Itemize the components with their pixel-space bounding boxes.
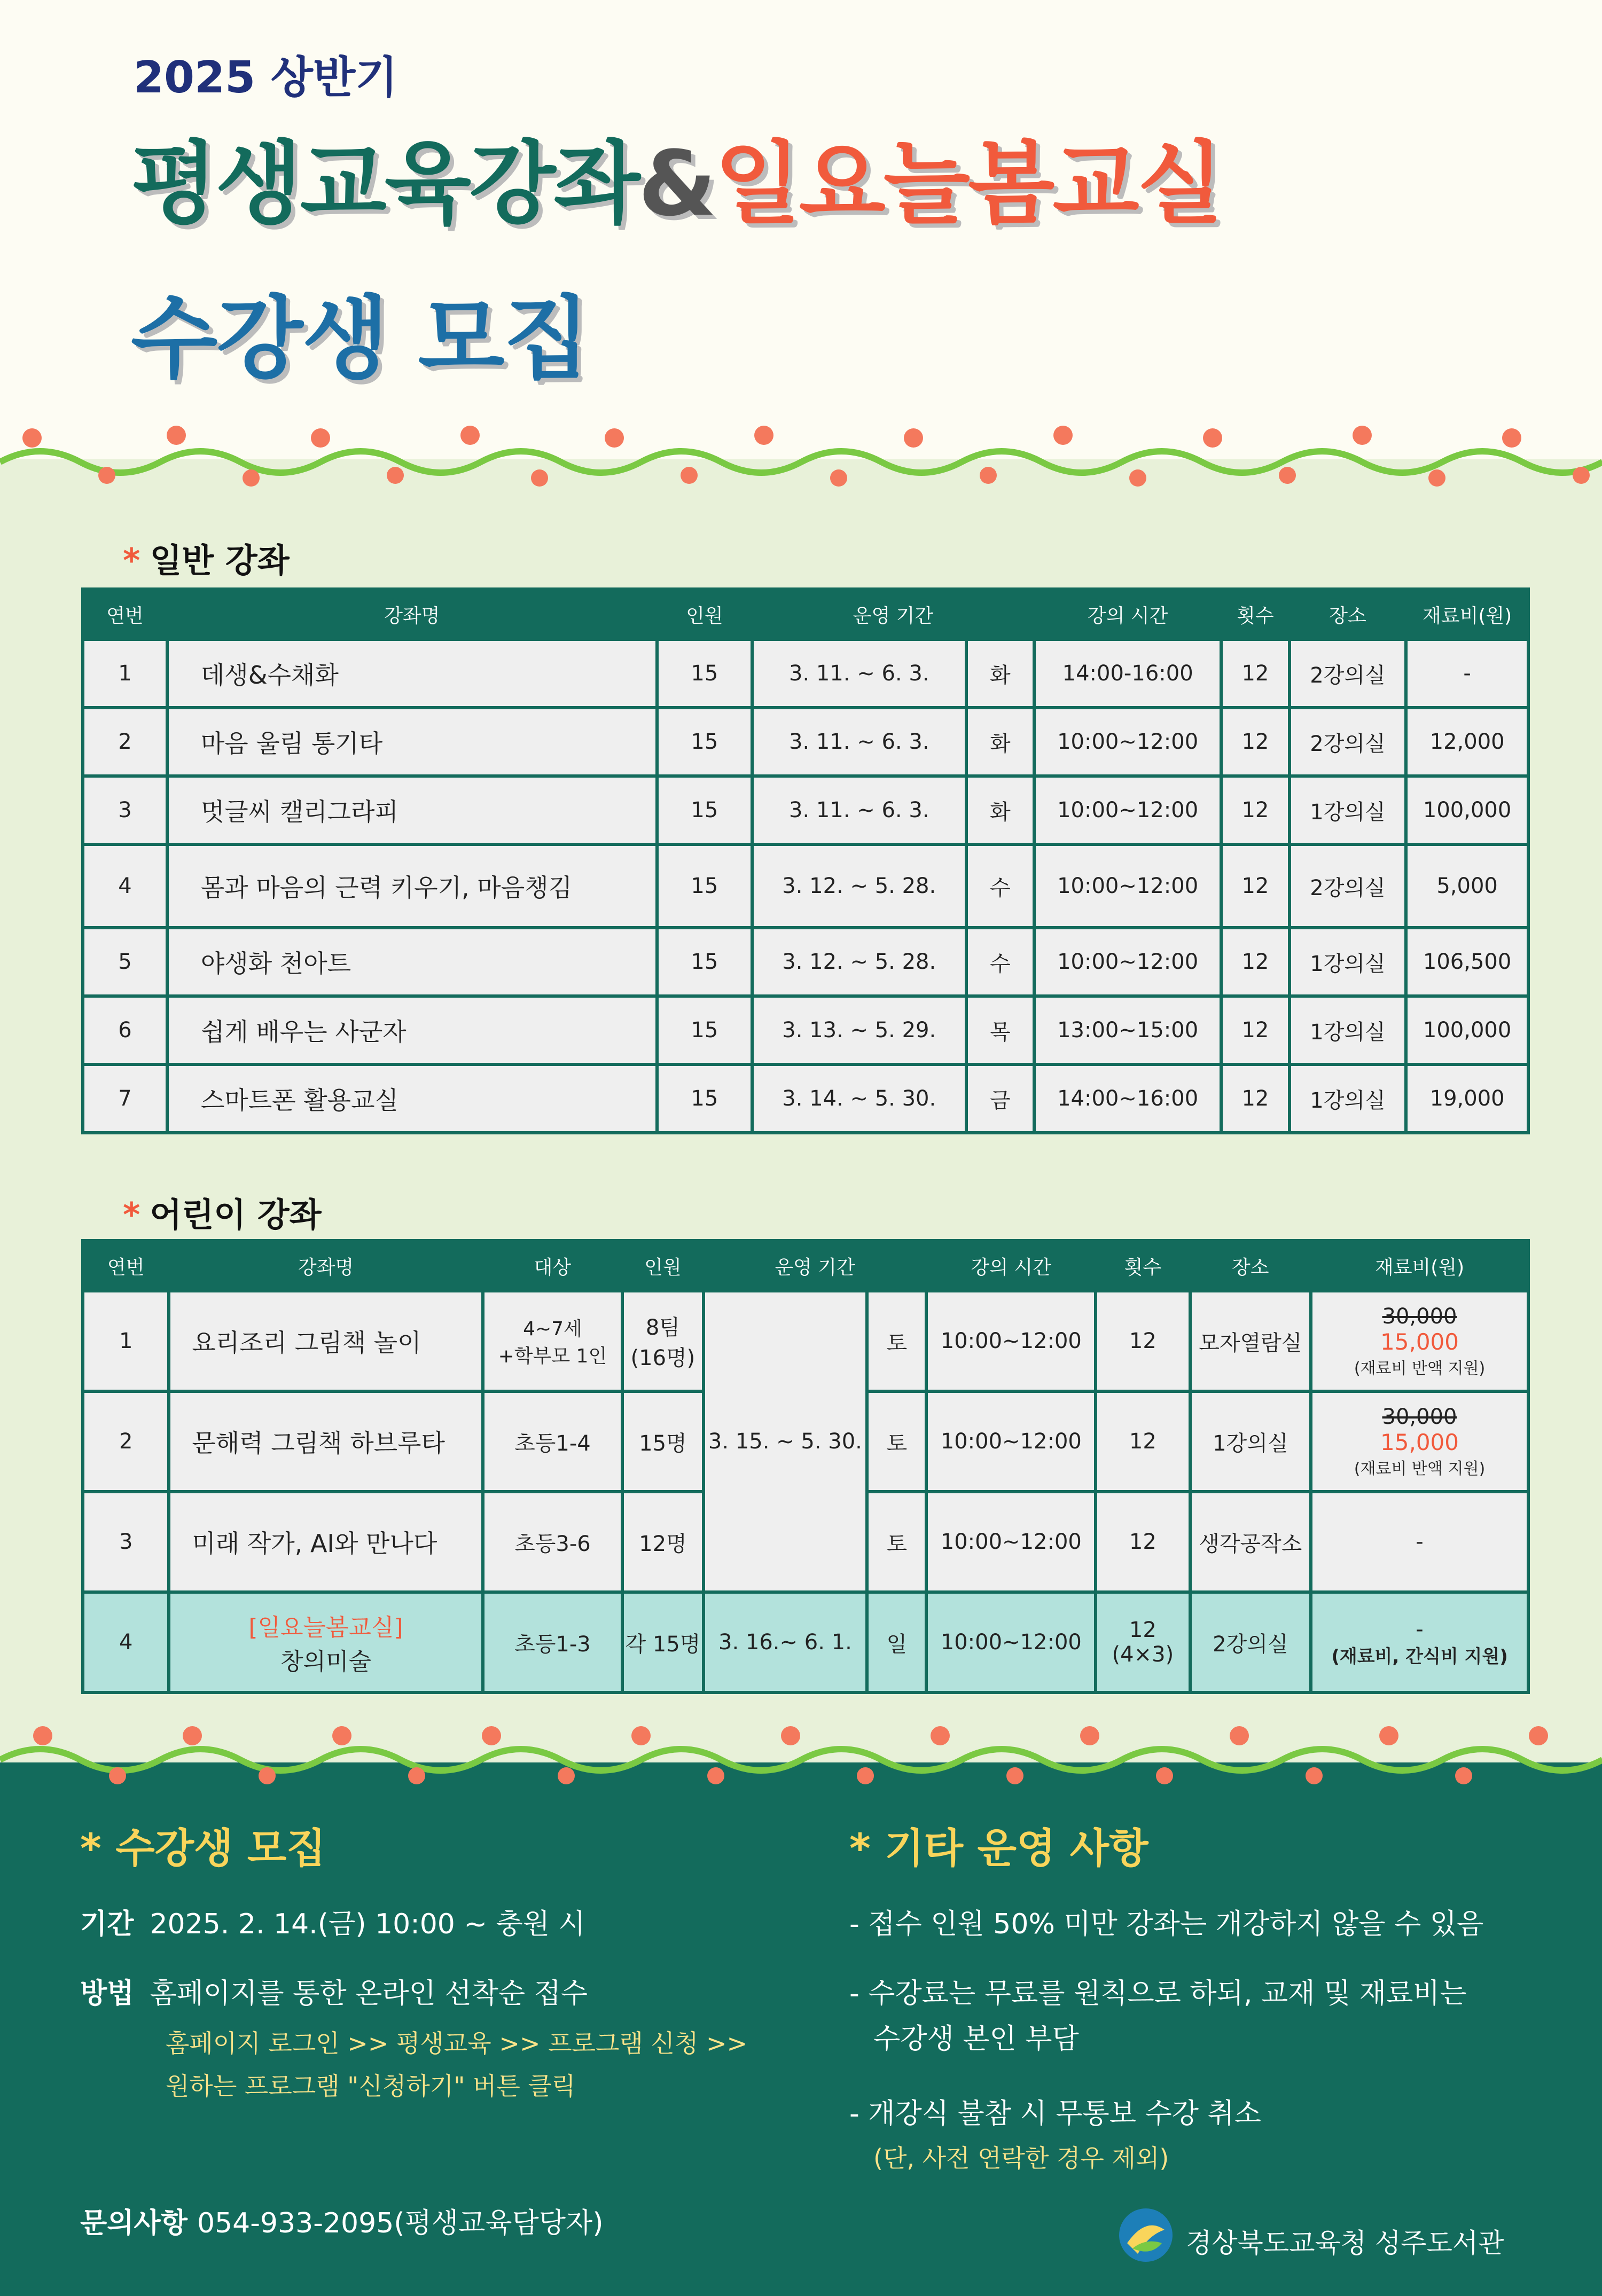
cell-place: 1강의실: [1291, 1066, 1405, 1131]
flower-vine-decoration: [0, 417, 1602, 491]
title-part1: 평생교육강좌: [131, 131, 638, 236]
cell-name: [170, 1594, 481, 1691]
cell-fee: [1312, 1594, 1527, 1691]
recruit-method: [80, 1971, 588, 2011]
cell-count: 12: [1097, 1493, 1188, 1590]
cell-no: 6: [84, 998, 166, 1063]
table-row: [84, 929, 1527, 994]
cell-capacity: 15: [659, 929, 751, 994]
cell-capacity: 각 15명: [624, 1594, 701, 1691]
cell-period: 3. 16.~ 6. 1.: [705, 1594, 866, 1691]
cell-no: 4: [84, 846, 166, 926]
main-title: [131, 112, 1222, 241]
cell-place: 1강의실: [1291, 998, 1405, 1063]
year-label: 2025 상반기: [134, 52, 398, 103]
method-detail: 홈페이지 로그인 >> 평생교육 >> 프로그램 신청 >>: [166, 2029, 748, 2058]
fee-old: 30,000: [1382, 1404, 1457, 1429]
cell-place: 2강의실: [1291, 846, 1405, 926]
cell-name: 쉽게 배우는 사군자: [169, 998, 655, 1063]
cell-time: 10:00~12:00: [928, 1292, 1094, 1390]
cell-place: 1강의실: [1291, 929, 1405, 994]
contact-label: 문의사항: [80, 2207, 187, 2239]
subtitle: 수강생 모집: [131, 286, 589, 391]
cell-time: 10:00~12:00: [928, 1493, 1094, 1590]
general-section-title: * 일반 강좌: [123, 541, 290, 580]
cell-target: [484, 1292, 621, 1390]
table-row: [84, 778, 1527, 843]
name-tag: [일요늘봄교실]: [248, 1614, 403, 1641]
col-header: 인원: [644, 1256, 682, 1279]
cell-count: 12: [1223, 998, 1287, 1063]
table-row: [84, 998, 1527, 1063]
col-header: 강좌명: [298, 1256, 354, 1279]
cell-time: 10:00~12:00: [1036, 846, 1220, 926]
fee-note: (재료비 반액 지원): [1354, 1359, 1486, 1378]
cell-place: 2강의실: [1291, 641, 1405, 706]
col-header: 강좌명: [384, 605, 440, 627]
col-header: 대상: [534, 1256, 572, 1279]
cell-capacity: 15: [659, 846, 751, 926]
cell-fee: -: [1312, 1493, 1527, 1590]
col-header: 횟수: [1124, 1256, 1162, 1279]
note-item: - 수강료는 무료를 원칙으로 하되, 교재 및 재료비는: [849, 1978, 1467, 2010]
kids-section-title: * 어린이 강좌: [123, 1195, 322, 1234]
library-logo-icon: [1116, 2206, 1175, 2264]
cell-count: [1097, 1594, 1188, 1691]
cell-name: 미래 작가, AI와 만나다: [170, 1493, 481, 1590]
cell-no: 3: [84, 778, 166, 843]
recruit-period: [80, 1901, 585, 1941]
cell-period: 3. 11. ~ 6. 3.: [754, 709, 965, 774]
cell-capacity: 15: [659, 1066, 751, 1131]
col-header: 강의 시간: [1087, 605, 1168, 627]
capacity-line: 8팀: [645, 1315, 680, 1340]
cell-place: 2강의실: [1192, 1594, 1310, 1691]
cell-time: 14:00-16:00: [1036, 641, 1220, 706]
cell-time: 14:00~16:00: [1036, 1066, 1220, 1131]
cell-capacity: 15: [659, 709, 751, 774]
cell-day: 수: [968, 846, 1033, 926]
table-row: [84, 1292, 1527, 1390]
cell-name: 마음 울림 통기타: [169, 709, 655, 774]
cell-period: 3. 14. ~ 5. 30.: [754, 1066, 965, 1131]
cell-target: 초등3-6: [484, 1493, 621, 1590]
table-row: [84, 846, 1527, 926]
fee-value: -: [1416, 1617, 1424, 1642]
cell-target: 초등1-3: [484, 1594, 621, 1691]
cell-place: 1강의실: [1192, 1393, 1310, 1490]
cell-count: 12: [1097, 1393, 1188, 1490]
col-header: 인원: [686, 605, 723, 627]
cell-fee: [1312, 1393, 1527, 1490]
cell-no: 1: [84, 1292, 167, 1390]
cell-day: 화: [968, 641, 1033, 706]
method-value: 홈페이지를 통한 온라인 선착순 접수: [150, 1978, 588, 2010]
cell-day: 토: [869, 1493, 925, 1590]
cell-capacity: 15: [659, 998, 751, 1063]
cell-name: 데생&수채화: [169, 641, 655, 706]
title-amp: &: [638, 131, 715, 236]
cell-fee: 100,000: [1408, 998, 1527, 1063]
cell-name: 문해력 그림책 하브루타: [170, 1393, 481, 1490]
col-header: 강의 시간: [971, 1256, 1052, 1279]
fee-new: 15,000: [1380, 1429, 1459, 1455]
cell-target: 초등1-4: [484, 1393, 621, 1490]
cell-period: 3. 12. ~ 5. 28.: [754, 929, 965, 994]
cell-place: 생각공작소: [1192, 1493, 1310, 1590]
cell-fee: [1312, 1292, 1527, 1390]
notes-title: * 기타 운영 사항: [849, 1824, 1148, 1872]
table-header-row: [84, 591, 1527, 638]
cell-name: 멋글씨 캘리그라피: [169, 778, 655, 843]
cell-day: 토: [869, 1393, 925, 1490]
fee-new: 15,000: [1380, 1328, 1459, 1355]
note-item: 수강생 본인 부담: [873, 2023, 1079, 2055]
cell-place: 2강의실: [1291, 709, 1405, 774]
contact-value: 054-933-2095(평생교육담당자): [197, 2207, 604, 2239]
cell-name: 야생화 천아트: [169, 929, 655, 994]
cell-place: 1강의실: [1291, 778, 1405, 843]
count-line: (4×3): [1112, 1642, 1174, 1667]
table-row: [84, 709, 1527, 774]
cell-day: 토: [869, 1292, 925, 1390]
recruit-title: * 수강생 모집: [80, 1824, 326, 1872]
fee-old: 30,000: [1382, 1304, 1457, 1329]
cell-place: 모자열람실: [1192, 1292, 1310, 1390]
cell-fee: -: [1408, 641, 1527, 706]
flower-vine-decoration: [0, 1720, 1602, 1795]
cell-capacity: 15명: [624, 1393, 701, 1490]
cell-time: 10:00~12:00: [928, 1393, 1094, 1490]
target-line: +학부모 1인: [498, 1345, 607, 1367]
note-item: (단, 사전 연락한 경우 제외): [873, 2144, 1169, 2173]
cell-capacity: 12명: [624, 1493, 701, 1590]
col-header: 운영 기간: [853, 605, 934, 627]
period-value: 2025. 2. 14.(금) 10:00 ~ 충원 시: [150, 1908, 585, 1940]
cell-capacity: 15: [659, 778, 751, 843]
col-header: 연번: [107, 1256, 145, 1279]
cell-no: 7: [84, 1066, 166, 1131]
cell-capacity: [624, 1292, 701, 1390]
cell-time: 13:00~15:00: [1036, 998, 1220, 1063]
cell-period-shared: 3. 15. ~ 5. 30.: [705, 1292, 866, 1590]
title-part2: 일요늘봄교실: [714, 131, 1222, 236]
cell-fee: 100,000: [1408, 778, 1527, 843]
cell-no: 2: [84, 709, 166, 774]
note-item: - 개강식 불참 시 무통보 수강 취소: [849, 2098, 1261, 2130]
cell-time: 10:00~12:00: [1036, 929, 1220, 994]
cell-no: 1: [84, 641, 166, 706]
contact-info: [80, 2200, 604, 2240]
cell-no: 5: [84, 929, 166, 994]
cell-day: 화: [968, 709, 1033, 774]
cell-count: 12: [1223, 846, 1287, 926]
table-row-sunday: [84, 1594, 1527, 1691]
col-header: 장소: [1329, 605, 1366, 627]
cell-period: 3. 13. ~ 5. 29.: [754, 998, 965, 1063]
cell-no: 4: [84, 1594, 167, 1691]
name-text: 창의미술: [280, 1648, 371, 1675]
table-header-row: [84, 1242, 1527, 1289]
table-row: [84, 641, 1527, 706]
cell-capacity: 15: [659, 641, 751, 706]
capacity-line: (16명): [630, 1346, 695, 1370]
cell-count: 12: [1097, 1292, 1188, 1390]
col-header: 연번: [106, 605, 144, 627]
table-row: [84, 1066, 1527, 1131]
cell-count: 12: [1223, 641, 1287, 706]
note-item: - 접수 인원 50% 미만 강좌는 개강하지 않을 수 있음: [849, 1908, 1484, 1940]
col-header: 재료비(원): [1374, 1256, 1465, 1279]
period-label: 기간: [80, 1908, 134, 1940]
cell-period: 3. 11. ~ 6. 3.: [754, 778, 965, 843]
kids-course-table: [81, 1239, 1530, 1694]
cell-day: 수: [968, 929, 1033, 994]
cell-count: 12: [1223, 778, 1287, 843]
method-detail: 원하는 프로그램 "신청하기" 버튼 클릭: [166, 2072, 576, 2101]
col-header: 재료비(원): [1423, 605, 1512, 627]
cell-day: 일: [869, 1594, 925, 1691]
col-header: 장소: [1232, 1256, 1269, 1279]
cell-fee: 5,000: [1408, 846, 1527, 926]
cell-fee: 19,000: [1408, 1066, 1527, 1131]
col-header: 횟수: [1237, 605, 1274, 627]
cell-count: 12: [1223, 1066, 1287, 1131]
cell-time: 10:00~12:00: [1036, 778, 1220, 843]
cell-time: 10:00~12:00: [1036, 709, 1220, 774]
target-line: 4~7세: [523, 1318, 582, 1340]
method-label: 방법: [80, 1978, 134, 2010]
cell-name: 스마트폰 활용교실: [169, 1066, 655, 1131]
count-line: 12: [1129, 1618, 1156, 1642]
cell-period: 3. 11. ~ 6. 3.: [754, 641, 965, 706]
cell-name: 요리조리 그림책 놀이: [170, 1292, 481, 1390]
fee-note: (재료비 반액 지원): [1354, 1459, 1486, 1478]
cell-fee: 12,000: [1408, 709, 1527, 774]
col-header: 운영 기간: [775, 1256, 855, 1279]
cell-name: 몸과 마음의 근력 키우기, 마음챙김: [169, 846, 655, 926]
cell-no: 3: [84, 1493, 167, 1590]
general-course-table: [81, 587, 1530, 1134]
cell-day: 금: [968, 1066, 1033, 1131]
cell-period: 3. 12. ~ 5. 28.: [754, 846, 965, 926]
fee-note: (재료비, 간식비 지원): [1331, 1645, 1508, 1667]
organization-name: 경상북도교육청 성주도서관: [1186, 2228, 1504, 2259]
cell-day: 목: [968, 998, 1033, 1063]
cell-count: 12: [1223, 709, 1287, 774]
cell-count: 12: [1223, 929, 1287, 994]
cell-no: 2: [84, 1393, 167, 1490]
cell-time: 10:00~12:00: [928, 1594, 1094, 1691]
cell-day: 화: [968, 778, 1033, 843]
cell-fee: 106,500: [1408, 929, 1527, 994]
